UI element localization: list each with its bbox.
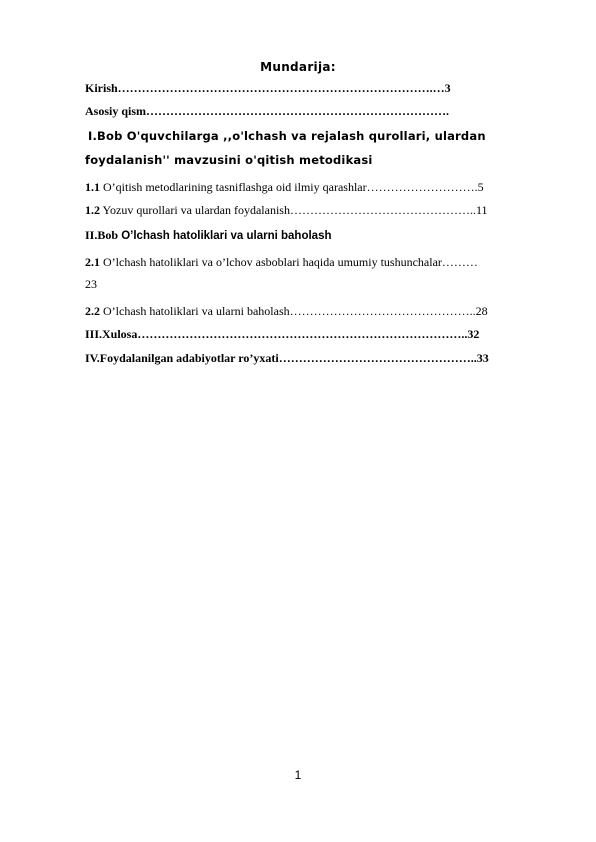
toc-entry-xulosa: III.Xulosa………………………………………………………………………..32 — [85, 327, 480, 341]
toc-entry-number: 1.1 — [85, 180, 100, 194]
toc-entry-number: 2.2 — [85, 304, 100, 318]
toc-chapter-1-line-2: foydalanish'' mavzusini o'qitish metodikasi — [85, 153, 373, 167]
toc-entry-text: O’qitish metodlarining tasniflashga oid ilmiy qarashlar……………………….5 — [100, 180, 484, 194]
toc-entry-2-1-page: 23 — [85, 277, 97, 291]
toc-entry-text: O’lchash hatoliklari va ularni baholash………………………………………..28 — [100, 304, 488, 318]
toc-title: Mundarija: — [260, 60, 336, 74]
toc-entry-text: O’lchash hatoliklari va o’lchov asboblari haqida umumiy tushunchalar……… — [100, 255, 478, 269]
toc-entry-number: 2.1 — [85, 255, 100, 269]
toc-entry-number: 1.2 — [85, 203, 100, 217]
toc-entry-1-1 — [85, 179, 484, 195]
toc-entry-1-2 — [85, 202, 488, 218]
toc-entry-2-1 — [85, 254, 478, 270]
toc-entry-2-2 — [85, 303, 488, 319]
toc-entry-adabiyotlar: IV.Foydalanilgan adabiyotlar ro’yxati…………………………………………..33 — [85, 351, 489, 365]
toc-chapter-1-line-1: I.Bob O'quvchilarga ,,o'lchash va rejalash qurollari, ulardan — [88, 129, 486, 143]
toc-entry-kirish: Kirish…………………………………………………………………….…3 — [85, 81, 451, 95]
toc-entry-text: Yozuv qurollari va ulardan foydalanish………………………………………..11 — [100, 203, 488, 217]
toc-chapter-prefix: II.Bob — [85, 228, 119, 242]
toc-entry-asosiy-qism: Asosiy qism…………………………………………………………………. — [85, 104, 450, 118]
toc-chapter-2 — [85, 227, 331, 244]
page-number: 1 — [294, 768, 302, 782]
toc-chapter-title: O’lchash hatoliklari va ularni baholash — [118, 230, 332, 242]
